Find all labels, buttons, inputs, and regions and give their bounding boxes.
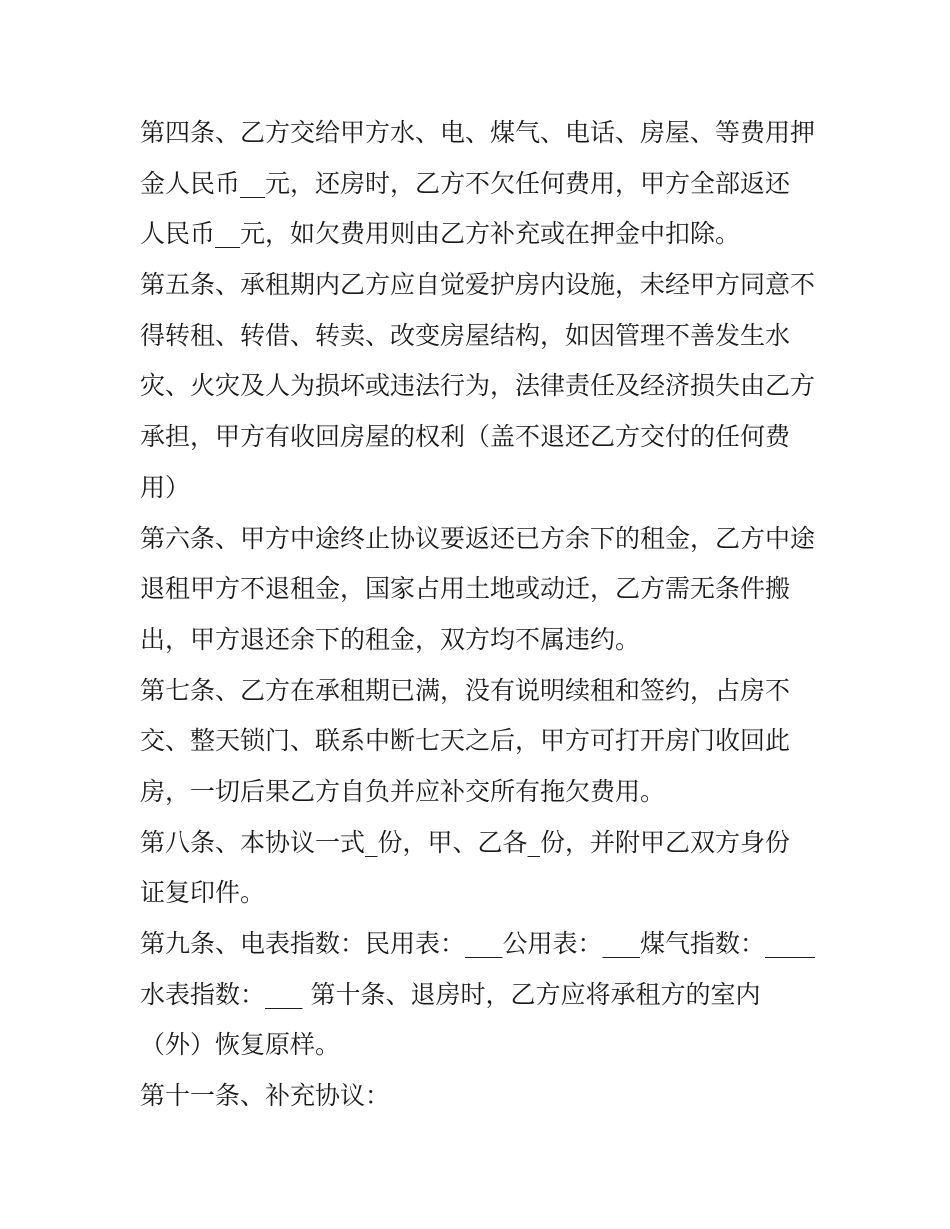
text-line: 承担，甲方有收回房屋的权利（盖不退还乙方交付的任何费 bbox=[140, 422, 791, 452]
text-line: （外）恢复原样。 bbox=[140, 1030, 341, 1060]
text-line: 第八条、本协议一式_份，甲、乙各_份，并附甲乙双方身份 bbox=[140, 827, 791, 857]
text-line: 金人民币__元，还房时，乙方不欠任何费用，甲方全部返还 bbox=[140, 168, 791, 198]
document-body bbox=[140, 108, 820, 1122]
text-line: 房，一切后果乙方自负并应补交所有拖欠费用。 bbox=[140, 776, 666, 806]
text-line: 第七条、乙方在承租期已满，没有说明续租和签约，占房不 bbox=[140, 675, 791, 705]
text-line: 证复印件。 bbox=[140, 878, 266, 908]
text-line: 第九条、电表指数：民用表：___公用表：___煤气指数：____ bbox=[140, 929, 816, 958]
text-line: 得转租、转借、转卖、改变房屋结构，如因管理不善发生水 bbox=[140, 320, 791, 350]
text-line: 出，甲方退还余下的租金，双方均不属违约。 bbox=[140, 624, 641, 654]
text-line: 第五条、承租期内乙方应自觉爱护房内设施，未经甲方同意不 bbox=[140, 270, 816, 300]
text-line: 退租甲方不退租金，国家占用土地或动迁，乙方需无条件搬 bbox=[140, 574, 791, 604]
text-line: 人民币__元，如欠费用则由乙方补充或在押金中扣除。 bbox=[140, 219, 741, 249]
text-line: 灾、火灾及人为损坏或违法行为，法律责任及经济损失由乙方 bbox=[140, 371, 816, 401]
text-line: 第十一条、补充协议： bbox=[140, 1081, 391, 1111]
text-line: 第六条、甲方中途终止协议要返还已方余下的租金，乙方中途 bbox=[140, 523, 816, 553]
text-line: 交、整天锁门、联系中断七天之后，甲方可打开房门收回此 bbox=[140, 726, 791, 756]
text-line: 水表指数：___ 第十条、退房时，乙方应将承租方的室内 bbox=[140, 979, 761, 1009]
text-line: 第四条、乙方交给甲方水、电、煤气、电话、房屋、等费用押 bbox=[140, 118, 816, 147]
text-line: 用） bbox=[140, 472, 191, 502]
